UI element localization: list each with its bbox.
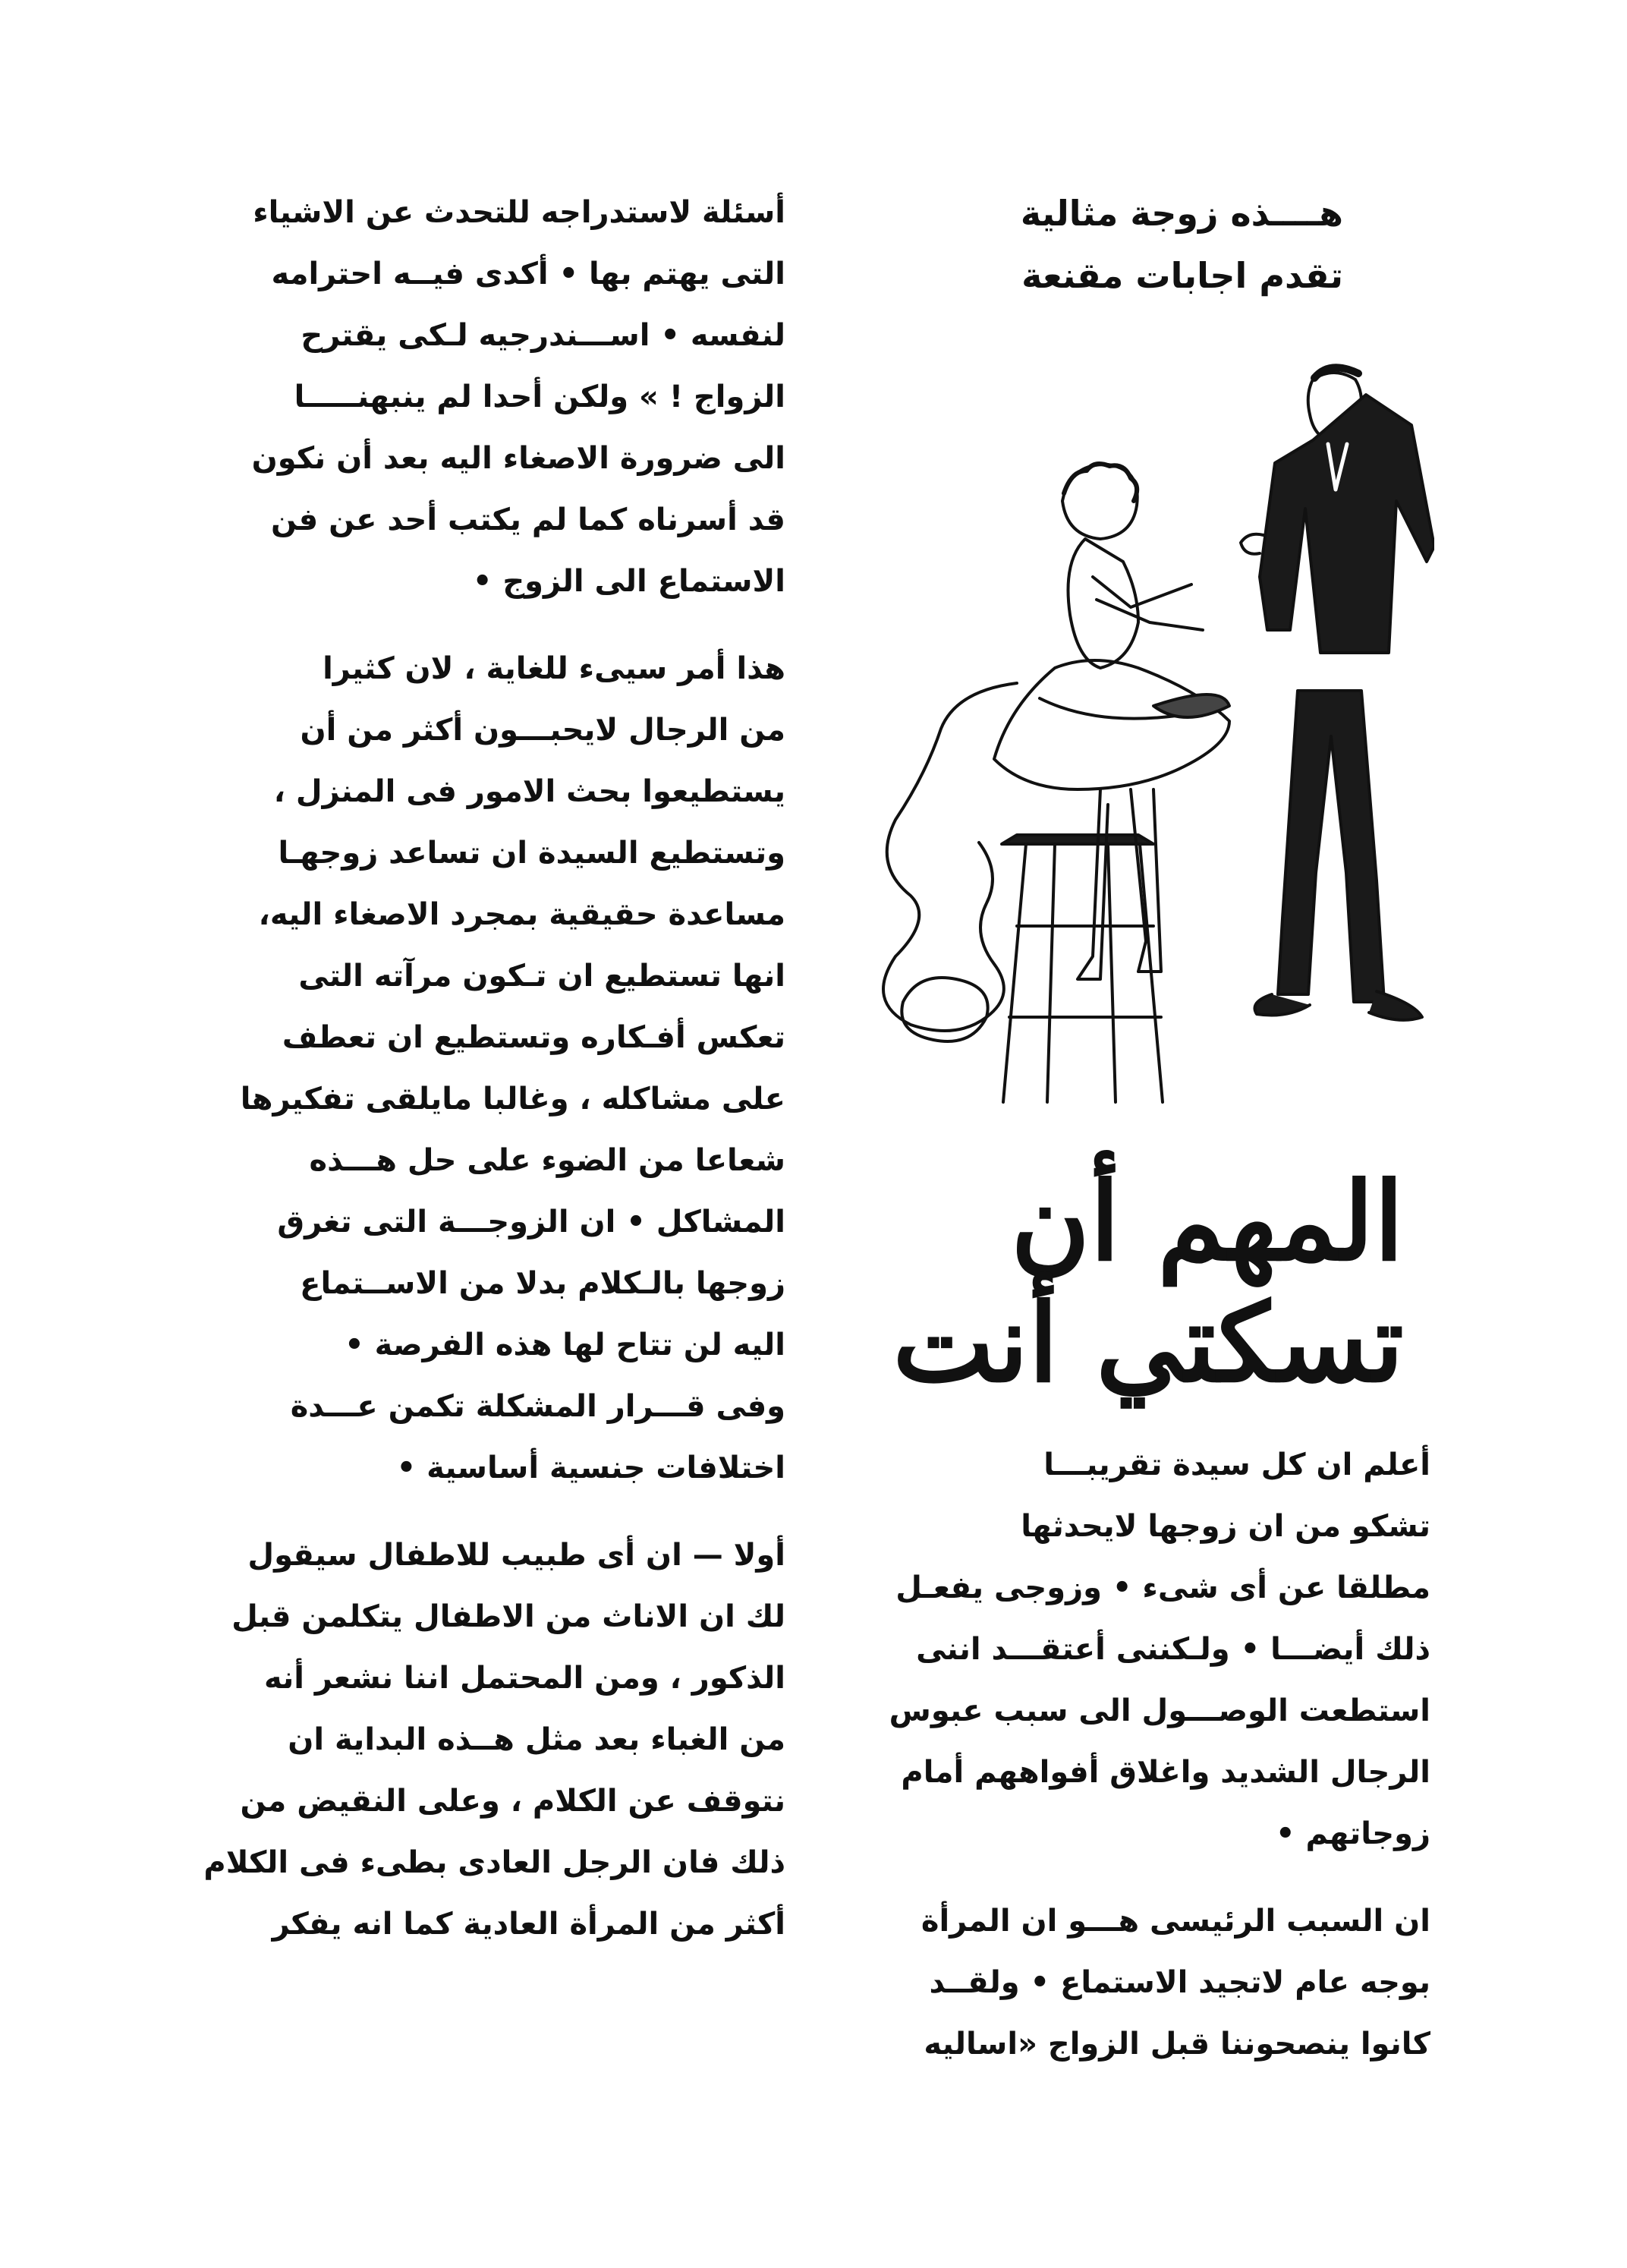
text-line: ذلك أيضـــا • ولـكننى أعتقـــد اننى — [916, 1632, 1430, 1667]
paragraph — [194, 638, 785, 1376]
text-line: الزواج ! » ولكن أحدا لم ينبهنـــــا — [294, 380, 785, 414]
text-line: لك ان الاناث من الاطفال يتكلمن قبل — [231, 1599, 785, 1634]
text-line: زوجها بالـكلام بدلا من الاســتماع — [300, 1266, 785, 1301]
text-line: ذلك فان الرجل العادى بطىء فى الكلام — [203, 1845, 785, 1880]
text-line: أسئلة لاستدراجه للتحدث عن الاشياء — [253, 195, 785, 230]
text-line: تعكس أفـكاره وتستطيع ان تعطف — [282, 1020, 785, 1055]
text-line: بوجه عام لاتجيد الاستماع • ولقــد — [929, 1965, 1430, 2000]
text-line: نتوقف عن الكلام ، وعلى النقيض من — [240, 1784, 785, 1819]
text-line: الى ضرورة الاصغاء اليه بعد أن نكون — [251, 441, 785, 476]
right-column — [823, 1435, 1430, 2075]
text-line: قد أسرناه كما لم يكتب أحد عن فن — [271, 502, 785, 537]
text-line: مساعدة حقيقية بمجرد الاصغاء اليه، — [258, 897, 785, 932]
text-line: تشكو من ان زوجها لايحدثها — [1021, 1509, 1430, 1544]
kicker-line: هــــذه زوجة مثالية — [1020, 193, 1343, 234]
text-line: اختلافات جنسية أساسية • — [396, 1451, 785, 1485]
text-line: أعلم ان كل سيدة تقريبـــا — [1043, 1447, 1430, 1482]
text-line: لنفسه • اســـندرجيه لـكى يقترح — [301, 318, 785, 353]
text-line: اليه لن تتاح لها هذه الفرصة • — [345, 1328, 785, 1362]
text-line: أولا — ان أى طبيب للاطفال سيقول — [247, 1538, 785, 1573]
text-line: استطعت الوصـــول الى سبب عبوس — [889, 1693, 1430, 1728]
kicker-heading — [918, 182, 1343, 307]
paragraph — [194, 1525, 785, 1955]
article-title — [850, 1161, 1404, 1404]
text-line: وتستطيع السيدة ان تساعد زوجهـا — [278, 836, 785, 871]
text-line: الاستماع الى الزوج • — [472, 564, 785, 599]
couple-illustration-icon — [827, 349, 1434, 1116]
kicker-line: تقدم اجابات مقنعة — [1021, 255, 1343, 296]
text-line: الذكور ، ومن المحتمل اننا نشعر أنه — [263, 1661, 785, 1696]
paragraph-gap — [194, 1499, 785, 1525]
title-line: تسكتي أنت — [892, 1280, 1404, 1406]
paragraph — [194, 1376, 785, 1499]
text-line: كانوا ينصحوننا قبل الزواج «اساليه — [924, 2027, 1430, 2062]
text-line: هذا أمر سيىء للغاية ، لان كثيرا — [323, 651, 785, 686]
paragraph-gap — [823, 1865, 1430, 1891]
text-line: شعاعا من الضوء على حل هـــذه — [309, 1143, 785, 1178]
paragraph — [194, 182, 785, 613]
text-line: المشاكل • ان الزوجـــة التى تغرق — [277, 1205, 785, 1240]
text-line: يستطيعوا بحث الامور فى المنزل ، — [273, 774, 785, 809]
text-line: ان السبب الرئيسى هـــو ان المرأة — [920, 1904, 1430, 1939]
title-line: المهم أن — [1011, 1159, 1404, 1285]
text-line: زوجاتهم • — [1275, 1816, 1430, 1851]
text-line: الرجال الشديد واغلاق أفواههم أمام — [901, 1755, 1430, 1790]
text-line: من الرجال لايحبـــون أكثر من أن — [300, 713, 785, 748]
paragraph-gap — [194, 613, 785, 638]
text-line: من الغباء بعد مثل هــذه البداية ان — [288, 1722, 785, 1757]
text-line: أكثر من المرأة العادية كما انه يفكر — [272, 1907, 785, 1942]
paragraph — [823, 1435, 1430, 1865]
text-line: على مشاكله ، وغالبا مايلقى تفكيرها — [240, 1082, 785, 1117]
text-line: التى يهتم بها • أكدى فيــه احترامه — [271, 257, 785, 291]
text-line: مطلقا عن أى شىء • وزوجى يفعـل — [895, 1570, 1430, 1605]
text-line: انها تستطيع ان تـكون مرآته التى — [298, 959, 785, 994]
paragraph — [823, 1891, 1430, 2075]
text-line: وفى قـــرار المشكلة تكمن عـــدة — [290, 1389, 785, 1424]
left-column — [194, 182, 785, 1955]
